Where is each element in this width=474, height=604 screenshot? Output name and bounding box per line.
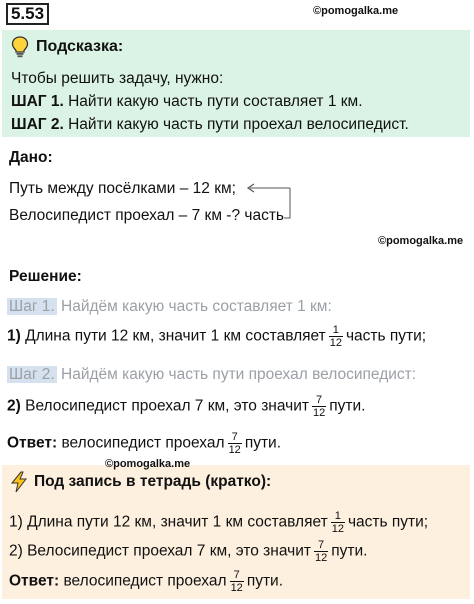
item-2-number: 2) bbox=[7, 397, 21, 415]
fraction-denominator: 12 bbox=[331, 523, 344, 535]
problem-number: 5.53 bbox=[6, 3, 49, 25]
hint-step-1 bbox=[11, 93, 363, 111]
solution-title: Решение: bbox=[9, 268, 82, 285]
notebook-answer-text: велосипедист проехал bbox=[63, 572, 227, 590]
answer-text: велосипедист проехал bbox=[61, 434, 225, 452]
solution-step-2 bbox=[7, 366, 416, 384]
solution-item-1 bbox=[7, 324, 426, 349]
notebook-line-2-fraction bbox=[314, 539, 328, 564]
hint-title: Подсказка: bbox=[36, 38, 124, 55]
watermark: ©pomogalka.me bbox=[105, 458, 191, 470]
solution-step-1 bbox=[7, 298, 332, 316]
notebook-line-1-tail: часть пути; bbox=[347, 513, 429, 531]
fraction-denominator: 12 bbox=[228, 444, 241, 456]
notebook-line-2-tail: пути. bbox=[331, 542, 368, 560]
lightbulb-icon bbox=[11, 36, 29, 58]
step-2-tag: Шаг 2. bbox=[9, 366, 55, 383]
fraction-denominator: 12 bbox=[329, 337, 342, 349]
answer-fraction bbox=[228, 431, 242, 456]
watermark: ©pomogalka.me bbox=[378, 235, 464, 247]
fraction-numerator: 7 bbox=[228, 431, 242, 444]
fraction-denominator: 12 bbox=[314, 552, 328, 564]
given-line-1: Путь между посёлками – 12 км; bbox=[9, 180, 236, 197]
hint-step-2-text: Найти какую часть пути проехал велосипедист. bbox=[68, 116, 409, 133]
notebook-answer-fraction bbox=[230, 569, 244, 594]
fraction-numerator: 7 bbox=[312, 394, 326, 407]
hint-step-1-text: Найти какую часть пути составляет 1 км. bbox=[68, 93, 363, 110]
notebook-line-2 bbox=[9, 539, 367, 564]
item-2-fraction bbox=[312, 394, 326, 419]
notebook-line-1 bbox=[9, 510, 428, 535]
notebook-line-1-fraction bbox=[331, 510, 345, 535]
hint-intro: Чтобы решить задачу, нужно: bbox=[11, 70, 224, 87]
item-1-fraction bbox=[329, 324, 343, 349]
solution-item-2 bbox=[7, 394, 365, 419]
fraction-numerator: 1 bbox=[329, 324, 343, 337]
notebook-line-2-text: 2) Велосипедист проехал 7 км, это значит bbox=[9, 542, 311, 560]
lightning-icon bbox=[10, 471, 28, 493]
fraction-numerator: 7 bbox=[230, 569, 244, 582]
step-1-tag: Шаг 1. bbox=[9, 298, 55, 315]
item-1-tail: часть пути; bbox=[345, 327, 427, 345]
answer-label: Ответ: bbox=[7, 434, 58, 452]
notebook-title: Под запись в тетрадь (кратко): bbox=[34, 473, 272, 490]
item-1-text: Длина пути 12 км, значит 1 км составляет bbox=[25, 327, 326, 345]
item-2-text: Велосипедист проехал 7 км, это значит bbox=[25, 397, 309, 415]
fraction-denominator: 12 bbox=[312, 407, 326, 419]
notebook-answer-tail: пути. bbox=[246, 572, 284, 590]
given-line-2: Велосипедист проехал – 7 км -? часть bbox=[9, 207, 284, 224]
item-1-number: 1) bbox=[7, 327, 21, 345]
watermark: ©pomogalka.me bbox=[313, 5, 399, 17]
given-title: Дано: bbox=[9, 149, 53, 166]
notebook-line-1-text: 1) Длина пути 12 км, значит 1 км составляет bbox=[9, 513, 328, 531]
fraction-denominator: 12 bbox=[230, 582, 243, 594]
fraction-numerator: 1 bbox=[331, 510, 345, 523]
notebook-answer-label: Ответ: bbox=[9, 572, 60, 590]
item-2-tail: пути. bbox=[329, 397, 366, 415]
answer-tail: пути. bbox=[244, 434, 282, 452]
hint-step-2 bbox=[11, 116, 409, 134]
notebook-answer bbox=[9, 569, 283, 594]
solution-answer bbox=[7, 431, 281, 456]
step-2-text: Найдём какую часть пути проехал велосипедист: bbox=[61, 366, 417, 383]
hint-step-2-label: ШАГ 2. bbox=[11, 116, 64, 133]
fraction-numerator: 7 bbox=[314, 539, 328, 552]
step-1-text: Найдём какую часть составляет 1 км: bbox=[61, 298, 332, 315]
hint-step-1-label: ШАГ 1. bbox=[11, 93, 64, 110]
